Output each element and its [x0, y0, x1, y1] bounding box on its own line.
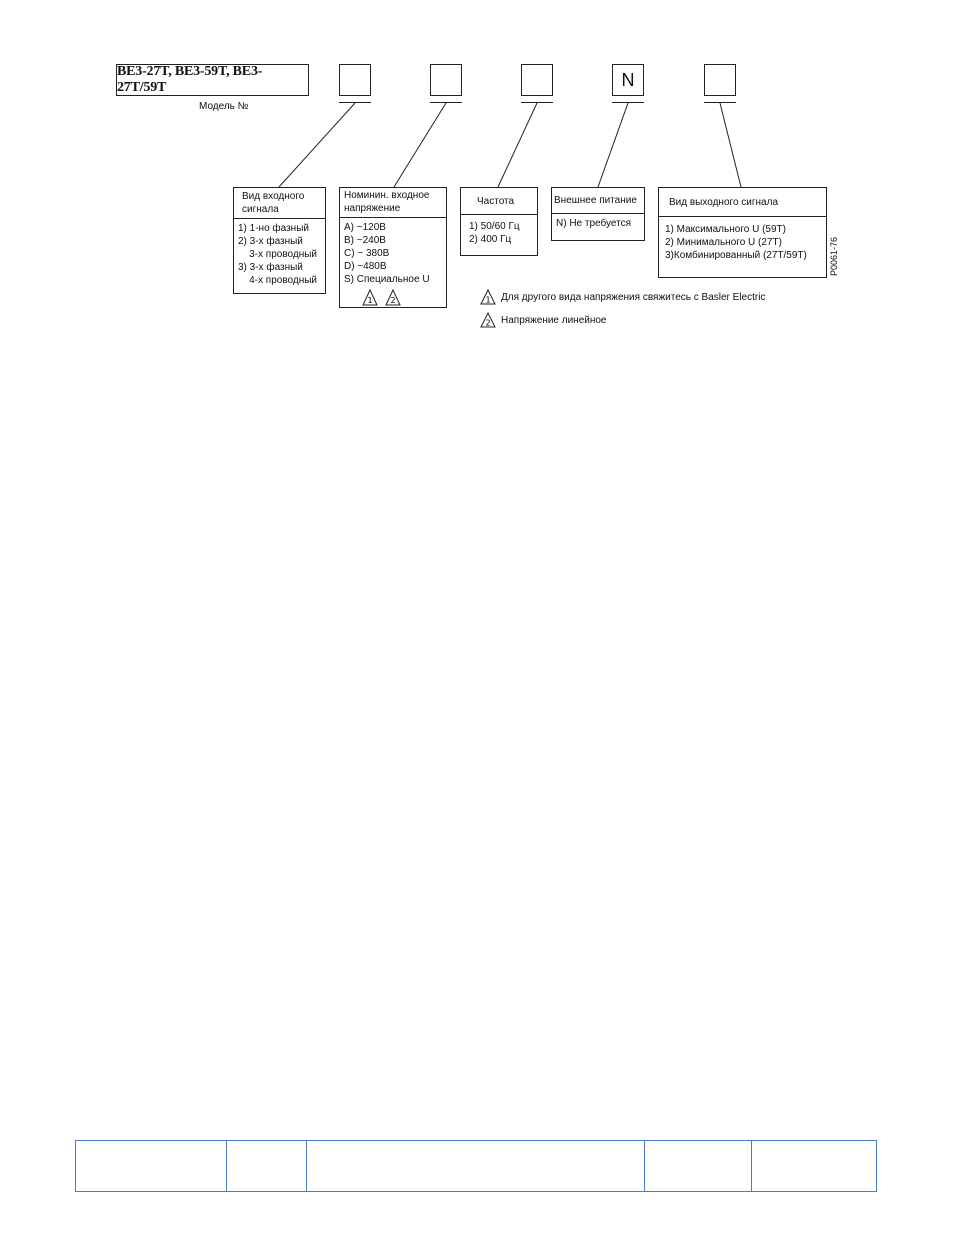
option-box-title: Вид выходного сигнала [659, 188, 826, 217]
leader-line-frequency [498, 103, 537, 187]
note-marker-2: 2 [390, 296, 396, 305]
model-number-label: BE3-27T, BE3-59T, BE3-27T/59T [117, 64, 263, 95]
footer-cell [76, 1141, 227, 1191]
option-box-output-signal [658, 187, 827, 278]
drawing-code: P0061-76 [829, 236, 839, 276]
option-box-voltage [339, 187, 447, 308]
note-2 [480, 312, 607, 328]
footer-cell [307, 1141, 645, 1191]
footer-cell [645, 1141, 752, 1191]
note-text: Для другого вида напряжения свяжитесь с Basler Electric [501, 291, 766, 303]
leader-line-voltage [394, 103, 446, 187]
footer-cell [752, 1141, 876, 1191]
leader-line-input-signal [279, 103, 355, 187]
option-box-title: Номинин. входное напряжение [340, 188, 446, 218]
code-box-value: N [621, 69, 635, 90]
option-box-title: Вид входного сигнала [234, 188, 325, 219]
option-box-title: Внешнее питание [552, 188, 644, 214]
option-box-items: N) Не требуется [556, 218, 631, 229]
model-caption: Модель № [199, 101, 249, 112]
note-mark: 1 [485, 295, 491, 305]
option-box-external-power [551, 187, 645, 241]
warning-triangle-icon [480, 312, 496, 328]
option-box-items: 1) 50/60 Гц 2) 400 Гц [469, 221, 520, 245]
note-text: Напряжение линейное [501, 314, 607, 326]
footer-table [75, 1140, 877, 1192]
note-mark: 2 [485, 318, 491, 328]
option-box-items: 1) Максимального U (59T) 2) Минимального U (27T) 3)Комбинированный (27T/59T) [665, 224, 807, 261]
option-box-input-signal [233, 187, 326, 294]
warning-triangle-icon [480, 289, 496, 305]
option-box-items: A) ~120В B) ~240В C) ~ 380В D) ~480В S) Специальное U [344, 222, 430, 285]
note-markers [362, 289, 422, 307]
option-box-frequency [460, 187, 538, 256]
option-box-items: 1) 1-но фазный 2) 3-х фазный 3-х проводный 3) 3-х фазный 4-х проводный [238, 223, 317, 286]
leader-line-external-power [598, 103, 628, 187]
note-marker-1: 1 [367, 296, 373, 305]
footer-cell [227, 1141, 307, 1191]
note-1 [480, 289, 765, 305]
option-box-title: Частота [461, 188, 537, 215]
leader-line-output-signal [720, 103, 741, 187]
